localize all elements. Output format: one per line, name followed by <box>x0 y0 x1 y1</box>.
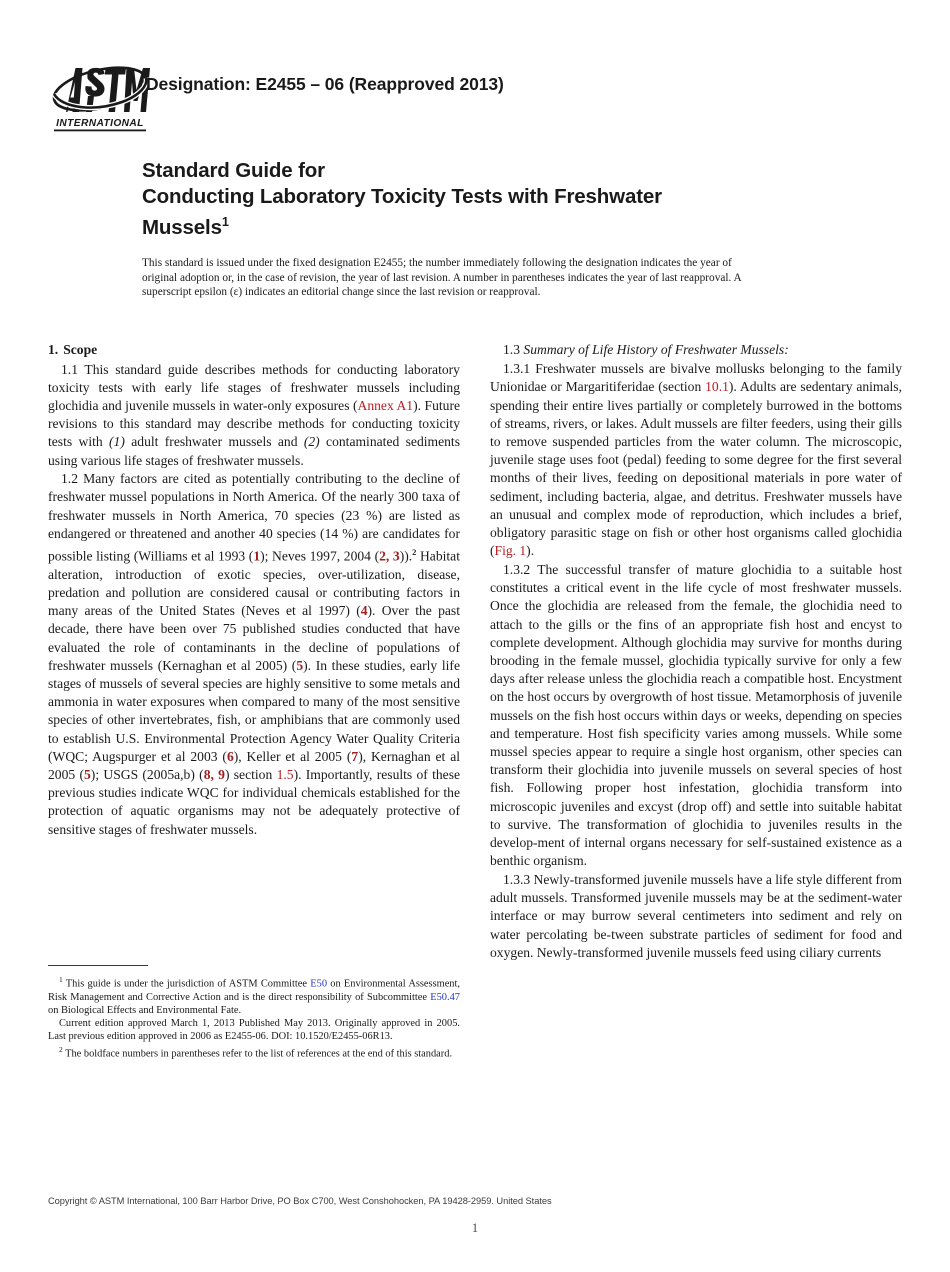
reference-5[interactable]: 5 <box>296 657 304 673</box>
page-number: 1 <box>471 1221 479 1235</box>
title-footnote-marker: 1 <box>221 214 229 229</box>
paragraph-1-3-2 <box>490 561 902 870</box>
footnote-2-text: The boldface numbers in parentheses refer to the list of references at the end of this standard. <box>62 1048 453 1060</box>
standard-issue-note <box>142 256 820 300</box>
footnote-1-t2: on Environmental Assessment, Risk Management and Corrective Action and is the direct responsibility of Subcommittee <box>48 978 460 1003</box>
para-number-1-3-2: 1.3.2 <box>503 561 531 577</box>
footnote-block <box>48 965 460 1061</box>
para-1-2-t2: ); Neves 1997, 2004 ( <box>260 548 380 564</box>
para-number-1-1: 1.1 <box>61 361 78 377</box>
reference-4[interactable]: 4 <box>360 603 368 619</box>
para-1-1-text-c: adult freshwater mussels and <box>124 434 304 450</box>
para-number-1-3-1: 1.3.1 <box>503 361 531 377</box>
footnote-2-marker: 2 <box>59 1045 63 1055</box>
footnote-1-marker: 1 <box>59 975 63 984</box>
section-heading-scope <box>48 341 460 359</box>
astm-logo <box>48 60 152 134</box>
standard-note-line-2: original adoption or, in the case of revision, the year of last revision. A number in parentheses indicates the year of last reapproval. A <box>142 271 742 284</box>
paragraph-1-1 <box>48 361 460 470</box>
paragraph-1-3-3 <box>490 871 902 962</box>
para-number-1-3: 1.3 <box>503 342 520 357</box>
copyright-notice: Copyright © ASTM International, 100 Barr Harbor Drive, PO Box C700, West Conshohocken, PA 19428-2959. United States <box>48 1196 552 1206</box>
para-1-2-t5: ). Over the past decade, there have been over 75 published studies conducted that have evaluated the role of contaminants in the decline of populations of freshwater mussels (Kernaghan et al 2005) ( <box>48 603 460 673</box>
footnote-1 <box>48 973 460 1017</box>
page-header <box>48 58 902 148</box>
para-1-3-2-text: The successful transfer of mature glochidia to a suitable host constitutes a critical event in the life cycle of most freshwater mussels. Once the glochidia are released from the female, the glochidia need to attach to the gills or the fins of an appropriate fish host and encyst to complete development. Although glochidia may survive for months during brooding in the female mussel, glochidia typically survive for only a few days after release unless the glochidia reach a compatible host. Encystment on the host occurs by overgrowth of host tissue. Metamorphosis of juvenile mussels on the fish host occurs within days or weeks, depending on species and temperature. Host fish specificity varies among mussels. While some mussel species appear to require a single host organism, other species can transform their glochidia into juvenile mussels on several species of host fish. Following proper host infestation, glochidia transform into microscopic juveniles and excyst (drop off) and settle into suitable habitat to survive. The transformation of glochidia to juveniles results in the develop-ment of internal organs necessary for self-sustained existence as a benthic organism. <box>490 561 902 869</box>
xref-fig-1[interactable]: Fig. 1 <box>494 543 527 559</box>
para-number-1-3-3: 1.3.3 <box>503 871 531 887</box>
para-1-2-t10: ) section <box>224 767 277 782</box>
standard-note-line-3: superscript epsilon (ε) indicates an editorial change since the last revision or reapproval. <box>142 286 541 299</box>
para-1-1-italic-2: (2) <box>303 434 320 450</box>
reference-1[interactable]: 1 <box>253 548 261 564</box>
para-1-1-text-a: This standard guide describes methods for conducting laboratory toxicity tests with early life stages of freshwater mussels including glochidia and juvenile mussels in water-only exposures ( <box>48 361 460 413</box>
column-right <box>490 341 902 962</box>
para-1-2-t8: ), Kernaghan et al 2005 ( <box>48 748 461 782</box>
standard-note-line-1: This standard is issued under the fixed designation E2455; the number immediately following the designation indicates the year of <box>142 257 732 269</box>
footnote-separator-rule <box>48 965 148 966</box>
para-1-2-t4: Habitat alteration, introduction of exotic species, over-utilization, disease, predation and pollution are considered causal or contributing factors in many areas of the United States (Neves et al 1997) ( <box>48 548 460 619</box>
reference-6[interactable]: 6 <box>226 748 234 764</box>
para-1-3-1-t3: ). <box>526 543 535 559</box>
para-1-2-t9: ); USGS (2005a,b) ( <box>90 767 204 782</box>
footnote-1-t1: This guide is under the jurisdiction of ASTM Committee <box>62 978 311 990</box>
reference-8-9[interactable]: 8, 9 <box>203 767 225 782</box>
footnote-edition-info: Current edition approved March 1, 2013 Published May 2013. Originally approved in 2005. Last previous edition approved in 2006 as E2455-06. DOI: 10.1520/E2455-06R13. <box>48 1018 460 1043</box>
paragraph-1-3-1 <box>490 360 902 560</box>
para-1-2-t1: Many factors are cited as potentially contributing to the decline of freshwater mussel populations in North America. Of the nearly 300 taxa of freshwater mussels in North America, 70 species (23 %) are listed as endangered or threatened and another 40 species (14 %) are candidates for possible listing (Williams et al 1993 ( <box>48 471 460 564</box>
xref-annex-a1[interactable]: Annex A1 <box>357 397 414 413</box>
designation-line: Designation: E2455 – 06 (Reapproved 2013) <box>146 74 504 94</box>
para-1-1-text-d: contaminated sediments using various life stages of freshwater mussels. <box>48 434 460 468</box>
reference-7[interactable]: 7 <box>351 748 359 764</box>
column-left <box>48 341 460 839</box>
document-title <box>142 158 842 240</box>
link-subcommittee-e5047[interactable]: E50.47 <box>430 991 460 1003</box>
astm-logo-subtitle: INTERNATIONAL <box>56 118 144 129</box>
para-number-1-2: 1.2 <box>61 471 78 487</box>
section-number: 1. <box>48 342 59 357</box>
para-1-3-1-t1: Freshwater mussels are bivalve mollusks belonging to the family Unionidae or Margaritiferidae (section <box>490 361 902 395</box>
para-1-2-t6: ). In these studies, early life stages of mussels of several species are highly sensitive to some metals and ammonia in water exposures when compared to many of the most sensitive species of other invertebrates, fish, or amphibians that are commonly used to establish U.S. Environmental Protection Agency Water Quality Criteria (WQC; Augspurger et al 2003 ( <box>48 657 460 764</box>
title-line-2: Conducting Laboratory Toxicity Tests with Freshwater <box>142 184 662 208</box>
link-committee-e50[interactable]: E50 <box>310 978 328 990</box>
para-1-2-t11: ). Importantly, results of these previous studies indicate WQC for individual chemicals established for the protection of aquatic organisms may not be adequately protective of sensitive stages of freshwater mussels. <box>48 767 461 837</box>
paragraph-1-2 <box>48 470 460 839</box>
footnote-2 <box>48 1043 460 1061</box>
para-1-1-text-b: ). Future revisions to this standard may describe methods for conducting toxicity tests with <box>48 397 461 450</box>
title-line-3-text: Mussels <box>142 215 222 239</box>
title-line-1: Standard Guide for <box>142 159 325 182</box>
para-1-2-t3: )). <box>399 548 413 564</box>
reference-5-second[interactable]: 5 <box>84 767 91 782</box>
section-title: Scope <box>63 342 98 357</box>
subsection-heading-1-3 <box>490 341 902 359</box>
xref-section-10-1[interactable]: 10.1 <box>705 379 729 395</box>
para-1-1-italic-1: (1) <box>109 434 125 450</box>
subsection-1-3-title: Summary of Life History of Freshwater Mussels: <box>523 342 789 357</box>
footnote-1-t3: on Biological Effects and Environmental Fate. <box>48 1004 242 1016</box>
title-line-3 <box>142 209 842 240</box>
xref-section-1-5[interactable]: 1.5 <box>276 767 294 782</box>
reference-2-3[interactable]: 2, 3 <box>379 548 400 564</box>
footnote-marker-2: 2 <box>412 547 417 558</box>
para-1-3-3-text: Newly-transformed juvenile mussels have a life style different from adult mussels. Transformed juvenile mussels may be at the sediment-water interface or may burrow several centimeters into sediment and rely on water percolating be-tween substrate particles of sediment for food and oxygen. Newly-transformed juvenile mussels feed using ciliary currents <box>490 871 902 960</box>
para-1-2-t7: ), Keller et al 2005 ( <box>233 748 352 764</box>
para-1-3-1-t2: ). Adults are sedentary animals, spending their entire lives partially or completely burrowed in the bottoms of streams, rivers, or lakes. Adult mussels are filter feeders, using their gills to remove suspended particles from the water column. The microscopic, juvenile stage uses foot (pedal) feeding to some degree for the first several months of their lives, feeding on depositional materials in pore water of sediment, including bacteria, algae, and detritus. Freshwater mussels have an unusual and complex mode of reproduction, which includes a brief, obligatory parasitic stage on fish or other host organisms called glochidia ( <box>490 379 902 559</box>
